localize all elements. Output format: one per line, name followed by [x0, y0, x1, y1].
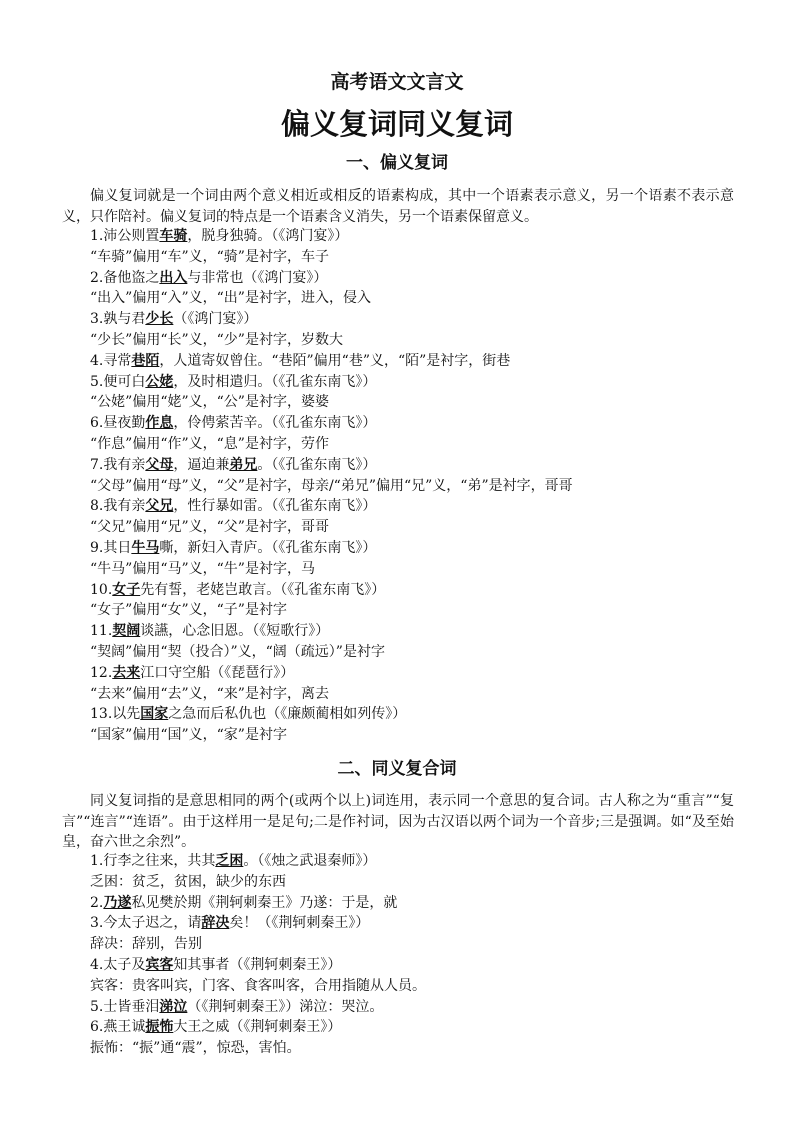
sentence-text: 先有誓，老姥岂敢言。（《孔雀东南飞》） [140, 581, 386, 598]
sentence-text: ，脱身独骑。（《鸿门宴》） [187, 228, 349, 244]
gloss-line: “国家”偏用“国”义，“家”是衬字 [90, 727, 287, 744]
gloss-line: “父母”偏用“母”义，“父”是衬字，母亲/“弟兄”偏用“兄”义，“弟”是衬字，哥哥 [90, 477, 573, 494]
key-term: 振怖 [145, 1019, 174, 1036]
sentence-text: 2.备他盗之 [90, 269, 160, 286]
example-sentence [0, 372, 794, 393]
gloss-line: 乏困：贫乏，贫困，缺少的东西 [90, 873, 286, 890]
example-sentence [0, 226, 794, 247]
sentence-text: 13.以先 [90, 706, 141, 723]
example-list-1 [0, 226, 794, 746]
sentence-text: 12. [90, 664, 113, 681]
key-term: 乏困 [215, 853, 244, 869]
document-subtitle: 偏义复词同义复词 [280, 107, 513, 141]
sentence-text: ，伶俜萦苦辛。（《孔雀东南飞》） [173, 415, 377, 432]
gloss-line: “出入”偏用“入”义，“出”是衬字，进入，侵入 [90, 290, 371, 307]
sentence-text: 知其事者（《荆轲刺秦王》） [173, 956, 342, 973]
key-term: 出入 [159, 269, 188, 286]
sentence-text: 。（《烛之武退秦师》） [243, 853, 377, 869]
sentence-text: 之急而后私仇也（《廉颇蔺相如列传》） [168, 706, 407, 723]
example-sentence [0, 621, 794, 642]
sentence-text: 7.我有亲 [90, 456, 146, 473]
sentence-text: 6.燕王诚 [90, 1019, 146, 1036]
sentence-text: 谈讌，心念旧恩。（《短歌行》） [140, 623, 330, 640]
key-term: 辞决 [201, 915, 230, 932]
key-term: 国家 [140, 706, 169, 723]
gloss-line: “去来”偏用“去”义，“来”是衬字，离去 [90, 685, 329, 702]
sentence-text: 江口守空船（《琵琶行》） [140, 664, 295, 681]
gloss-line: “女子”偏用“女”义，“子”是衬字 [90, 602, 287, 619]
sentence-text: 4.寻常 [90, 352, 132, 369]
sentence-text: 6.昼夜勤 [90, 415, 146, 432]
example-sentence [0, 704, 794, 725]
example-sentence [0, 268, 794, 289]
gloss-line: 辞决：辞别，告别 [90, 936, 202, 953]
key-term: 作息 [145, 415, 174, 432]
sentence-text: 与非常也（《鸿门宴》） [187, 269, 328, 286]
key-term: 契阔 [112, 623, 141, 640]
example-sentence [0, 580, 794, 601]
example-sentence [0, 413, 794, 434]
key-term: 宾客 [145, 956, 174, 973]
key-term: 牛马 [131, 539, 160, 556]
key-term: 巷陌 [131, 352, 160, 369]
example-sentence [0, 955, 794, 976]
gloss-line: “作息”偏用“作”义，“息”是衬字，劳作 [90, 435, 329, 452]
gloss-line: “公姥”偏用“姥”义，“公”是衬字，婆婆 [90, 394, 329, 411]
example-sentence [0, 663, 794, 684]
key-term: 公姥 [145, 373, 174, 390]
gloss-line: “契阔”偏用“契（投合）”义，“阔（疏远）”是衬字 [90, 643, 385, 660]
sentence-text: ，人道寄奴曾住。“巷陌”偏用“巷”义，“陌”是衬字，街巷 [159, 352, 511, 369]
sentence-text: 矣！（《荆轲刺秦王》） [229, 915, 370, 932]
gloss-line: “牛马”偏用“马”义，“牛”是衬字，马 [90, 560, 315, 577]
sentence-text: 5.士皆垂泪 [90, 998, 160, 1015]
key-term: 乃遂 [103, 894, 132, 911]
sentence-text: 4.太子及 [90, 956, 146, 973]
example-sentence [0, 851, 794, 872]
sentence-text: 3.孰与君 [90, 311, 146, 328]
gloss-line: “父兄”偏用“兄”义，“父”是衬字，哥哥 [90, 519, 329, 536]
sentence-text: 私见樊於期《荆轲刺秦王》乃遂：于是，就 [131, 894, 398, 911]
section-heading-1: 一、偏义复词 [346, 153, 448, 173]
example-list-2 [0, 851, 794, 1059]
key-term: 车骑 [159, 228, 188, 244]
key-term: 父母 [145, 456, 174, 473]
section-intro-2: 同义复词指的是意思相同的两个(或两个以上)词连用，表示同一个意思的复合词。古人称之为“重言”“复言”“连言”“连语”。由于这样用一是足句;二是作衬词，因为古汉语以两个词为一个音步;三是强调。如“及至始皇，奋六世之余烈”。 [62, 793, 734, 850]
key-term: 父兄 [145, 498, 174, 515]
example-sentence [0, 309, 794, 330]
gloss-line: 宾客：贵客叫宾，门客、食客叫客，合用指随从人员。 [90, 977, 426, 994]
key-term: 去来 [112, 664, 141, 681]
document-title: 高考语文文言文 [330, 71, 464, 93]
key-term: 弟兄 [229, 456, 258, 473]
example-sentence [0, 913, 794, 934]
section-heading-2: 二、同义复合词 [337, 759, 457, 779]
sentence-text: 8.我有亲 [90, 498, 146, 515]
section-intro-1: 偏义复词就是一个词由两个意义相近或相反的语素构成，其中一个语素表示意义，另一个语素不表示意义，只作陪衬。偏义复词的特点是一个语素含义消失，另一个语素保留意义。 [62, 188, 734, 225]
sentence-text: 9.其日 [90, 539, 132, 556]
key-term: 女子 [112, 581, 141, 598]
sentence-text: 5.便可白 [90, 373, 146, 390]
example-sentence [0, 893, 794, 914]
gloss-line: “车骑”偏用“车”义，“骑”是衬字，车子 [90, 248, 329, 265]
sentence-text: 。（《孔雀东南飞》） [257, 456, 377, 473]
sentence-text: （《鸿门宴》） [173, 311, 258, 328]
sentence-text: 11. [90, 623, 113, 640]
example-sentence [0, 496, 794, 517]
sentence-text: 1.沛公则置 [90, 228, 160, 244]
gloss-line: 振怖：“振”通“震”，惊恐，害怕。 [90, 1040, 301, 1057]
sentence-text: ，逼迫兼 [173, 456, 230, 473]
sentence-text: ，及时相遣归。（《孔雀东南飞》） [173, 373, 377, 390]
example-sentence [0, 538, 794, 559]
sentence-text: 1.行李之往来，共其 [90, 853, 216, 869]
sentence-text: 2. [90, 894, 104, 911]
example-sentence [0, 455, 794, 476]
key-term: 少长 [145, 311, 174, 328]
example-sentence [0, 351, 794, 372]
key-term: 涕泣 [159, 998, 188, 1015]
example-sentence [0, 1017, 794, 1038]
sentence-text: 10. [90, 581, 113, 598]
sentence-text: 3.今太子迟之，请 [90, 915, 202, 932]
sentence-text: 嘶，新妇入青庐。（《孔雀东南飞》） [159, 539, 377, 556]
sentence-text: （《荆轲刺秦王》）涕泣：哭泣。 [187, 998, 384, 1015]
gloss-line: “少长”偏用“长”义，“少”是衬字，岁数大 [90, 331, 343, 348]
example-sentence [0, 997, 794, 1018]
sentence-text: 大王之威（《荆轲刺秦王》） [173, 1019, 342, 1036]
sentence-text: ，性行暴如雷。（《孔雀东南飞》） [173, 498, 377, 515]
